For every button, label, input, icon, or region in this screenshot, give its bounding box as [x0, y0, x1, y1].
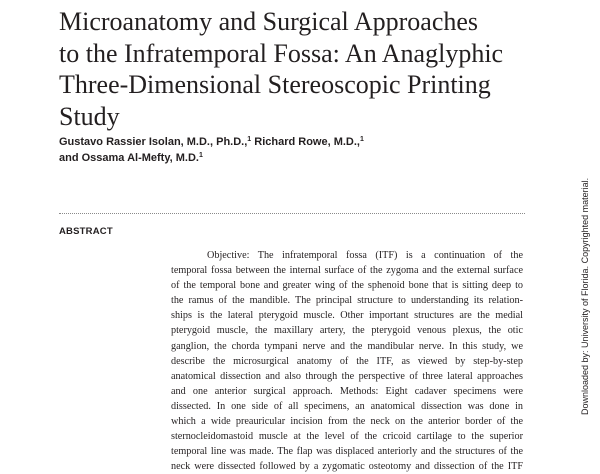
abstract-line: temporal fossa between the internal surface of the zygoma and the external surface [171, 265, 523, 277]
title-line: Three-Dimensional Stereoscopic Printing [59, 70, 491, 99]
abstract-line: the ramus of the mandible. The principal structure to understanding its relation- [171, 295, 523, 307]
abstract-line: sternocleidomastoid muscle at the level of the cricoid cartilage to the superior [171, 431, 523, 443]
author-line [59, 150, 539, 166]
article-title [59, 6, 539, 132]
abstract-line: dissected. In one side of all specimens, an anatomical dissection was done in [171, 400, 523, 412]
abstract-line: ships is the lateral pterygoid muscle. Other important structures are the medial [171, 310, 523, 322]
author-name: Gustavo Rassier Isolan, M.D., Ph.D., [59, 136, 248, 148]
abstract-line: temporal line was made. The flap was displaced anteriorly and the structures of the [171, 446, 523, 458]
affiliation-marker: 1 [198, 152, 203, 159]
abstract-line: anatomical dissection and also through the perspective of three lateral approaches [171, 370, 523, 382]
abstract-line: describe the microsurgical anatomy of the ITF, as viewed by step-by-step [171, 355, 523, 367]
abstract-line: neck were dissected followed by a zygomatic osteotomy and dissection of the ITF [171, 461, 523, 473]
download-notice: Downloaded by: University of Florida. Copyrighted material. [580, 177, 590, 415]
abstract-line: Objective: The infratemporal fossa (ITF) is a continuation of the [207, 250, 523, 261]
section-divider [59, 213, 525, 214]
title-line: Study [59, 101, 120, 131]
abstract-line: which a wide preauricular incision from the neck on the anterior border of the [171, 416, 523, 428]
author-name: and Ossama Al-Mefty, M.D. [59, 152, 199, 164]
abstract-body [171, 248, 523, 474]
title-line: to the Infratemporal Fossa: An Anaglyphic [59, 38, 504, 68]
abstract-line: and one anterior surgical approach. Methods: Eight cadaver specimens were [171, 385, 523, 397]
title-line: Microanatomy and Surgical Approaches [59, 7, 479, 36]
download-watermark [578, 177, 592, 415]
abstract-line: ganglion, the chorda tympani nerve and the mandibular nerve. In this study, we [171, 340, 523, 352]
author-name: Richard Rowe, M.D., [251, 136, 360, 148]
abstract-line: of the temporal bone and greater wing of the sphenoid bone that is sitting deep to [171, 280, 523, 292]
affiliation-marker: 1 [359, 136, 364, 143]
affiliation-marker: 1 [247, 136, 252, 143]
abstract-heading: ABSTRACT [59, 226, 113, 237]
abstract-line: pterygoid muscle, the maxillary artery, the pterygoid venous plexus, the otic [171, 325, 523, 337]
author-line [59, 134, 539, 150]
author-list [59, 134, 539, 166]
